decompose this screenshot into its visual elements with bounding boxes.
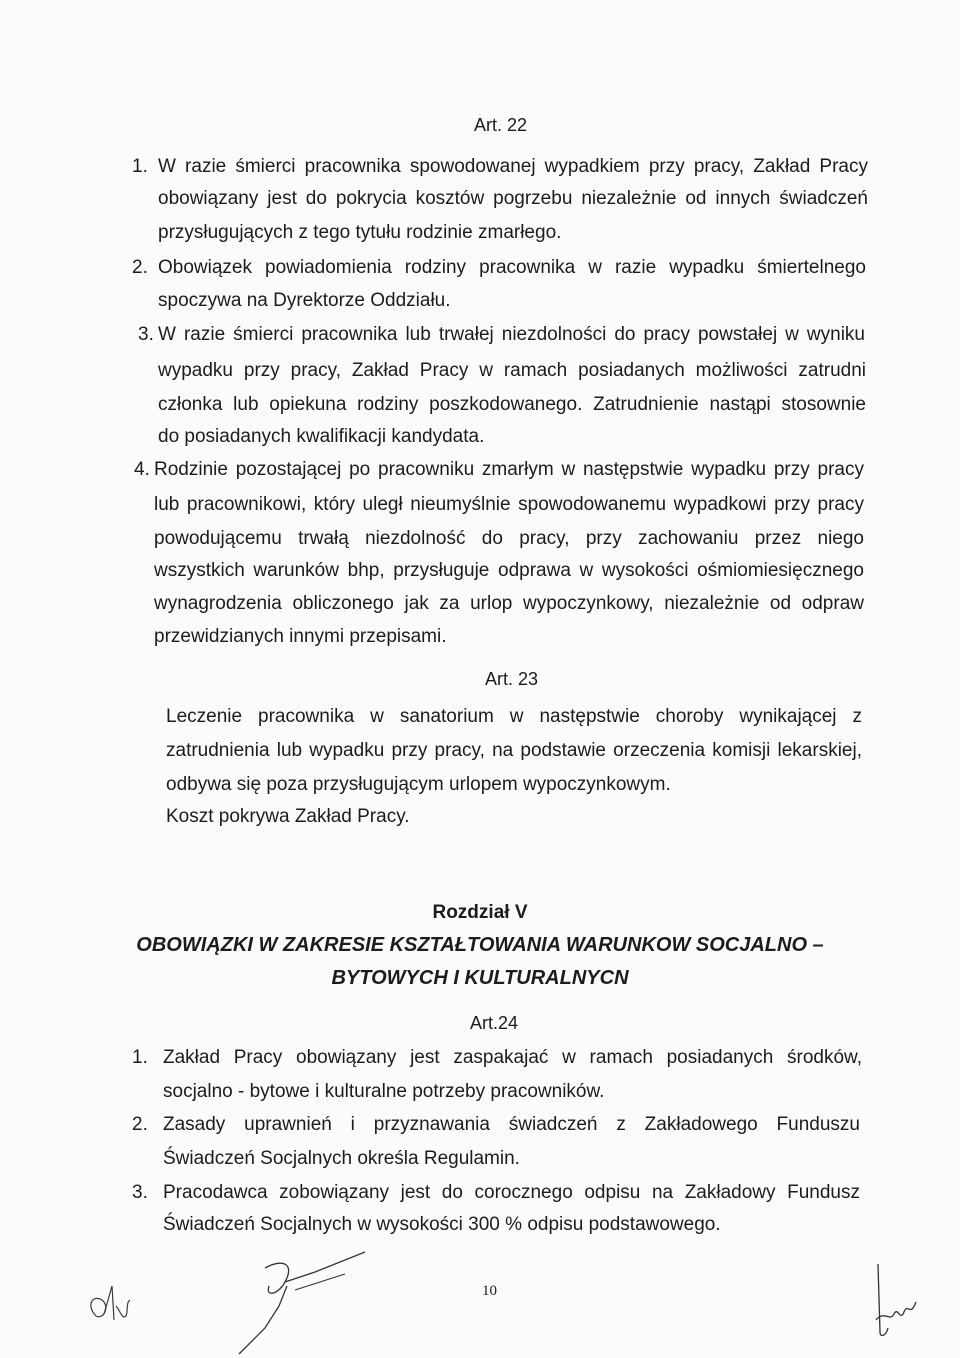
art-22-item-3-line-3: członka lub opiekuna rodziny poszkodowanego. Zatrudnienie nastąpi stosownie [158,394,866,415]
art-22-item-4-line-3: powodującemu trwałą niezdolność do pracy, przy zachowaniu przez niego [154,528,864,549]
chapter-subtitle-line-1: OBOWIĄZKI W ZAKRESIE KSZTAŁTOWANIA WARUNKOW SOCJALNO – [136,934,824,956]
art-24-heading: Art.24 [470,1013,519,1033]
art-23-line-1: Leczenie pracownika w sanatorium w następstwie choroby wynikającej z [166,706,862,727]
art-22-item-2-number: 2. [132,257,148,278]
art-22-item-4-line-5: wynagrodzenia obliczonego jak za urlop wypoczynkowy, niezależnie od odpraw [154,593,864,614]
art-22-item-1-line-1: W razie śmierci pracownika spowodowanej wypadkiem przy pracy, Zakład Pracy [158,156,868,177]
art-22-item-4-line-2: lub pracownikowi, który uległ nieumyślnie spowodowanemu wypadkowi przy pracy [154,494,864,515]
art-24-item-2-number: 2. [132,1114,148,1135]
art-23-line-2: zatrudnienia lub wypadku przy pracy, na podstawie orzeczenia komisji lekarskiej, [166,740,862,761]
art-23-heading: Art. 23 [485,669,539,689]
art-24-item-1-line-1: Zakład Pracy obowiązany jest zaspakajać w ramach posiadanych środków, [163,1047,862,1068]
art-22-item-4-line-6: przewidzianych innymi przepisami. [154,626,447,647]
art-24-item-1-line-2: socjalno - bytowe i kulturalne potrzeby pracowników. [163,1081,605,1102]
art-24-item-1-number: 1. [132,1047,148,1068]
art-24-item-3-line-1: Pracodawca zobowiązany jest do corocznego odpisu na Zakładowy Fundusz [163,1182,860,1203]
art-24-item-3-line-2: Świadczeń Socjalnych w wysokości 300 % odpisu podstawowego. [163,1214,721,1235]
page-number: 10 [482,1283,497,1299]
art-22-item-1-line-2: obowiązany jest do pokrycia kosztów pogrzebu niezależnie od innych świadczeń [158,188,868,209]
chapter-title: Rozdział V [432,902,528,923]
art-22-item-4-line-1: Rodzinie pozostającej po pracowniku zmarłym w następstwie wypadku przy pracy [154,459,864,480]
art-24-item-3-number: 3. [132,1182,148,1203]
art-23-line-3: odbywa się poza przysługującym urlopem wypoczynkowym. [166,774,671,795]
art-22-item-3-number: 3. [138,324,154,345]
art-24-item-2-line-2: Świadczeń Socjalnych określa Regulamin. [163,1148,520,1169]
art-22-item-2-line-2: spoczywa na Dyrektorze Oddziału. [158,290,451,311]
art-22-item-3-line-4: do posiadanych kwalifikacji kandydata. [158,426,485,447]
initials-signature-left [82,1276,142,1336]
art-22-heading: Art. 22 [474,115,528,135]
art-22-item-4-number: 4. [134,459,150,480]
signature-right [866,1262,926,1342]
art-22-item-1-number: 1. [132,156,148,177]
art-22-item-1-line-3: przysługujących z tego tytułu rodzinie zmarłego. [158,222,562,243]
art-22-item-4-line-4: wszystkich warunków bhp, przysługuje odprawa w wysokości ośmiomiesięcznego [154,560,864,581]
art-23-line-4: Koszt pokrywa Zakład Pracy. [166,806,410,827]
art-22-item-3-line-2: wypadku przy pracy, Zakład Pracy w ramach posiadanych możliwości zatrudni [158,360,866,381]
art-22-item-2-line-1: Obowiązek powiadomienia rodziny pracownika w razie wypadku śmiertelnego [158,257,866,278]
signature-center [225,1238,395,1358]
art-22-item-3-line-1: W razie śmierci pracownika lub trwałej niezdolności do pracy powstałej w wyniku [158,324,865,345]
art-24-item-2-line-1: Zasady uprawnień i przyznawania świadczeń z Zakładowego Funduszu [163,1114,860,1135]
chapter-subtitle-line-2: BYTOWYCH I KULTURALNYCN [331,967,629,989]
